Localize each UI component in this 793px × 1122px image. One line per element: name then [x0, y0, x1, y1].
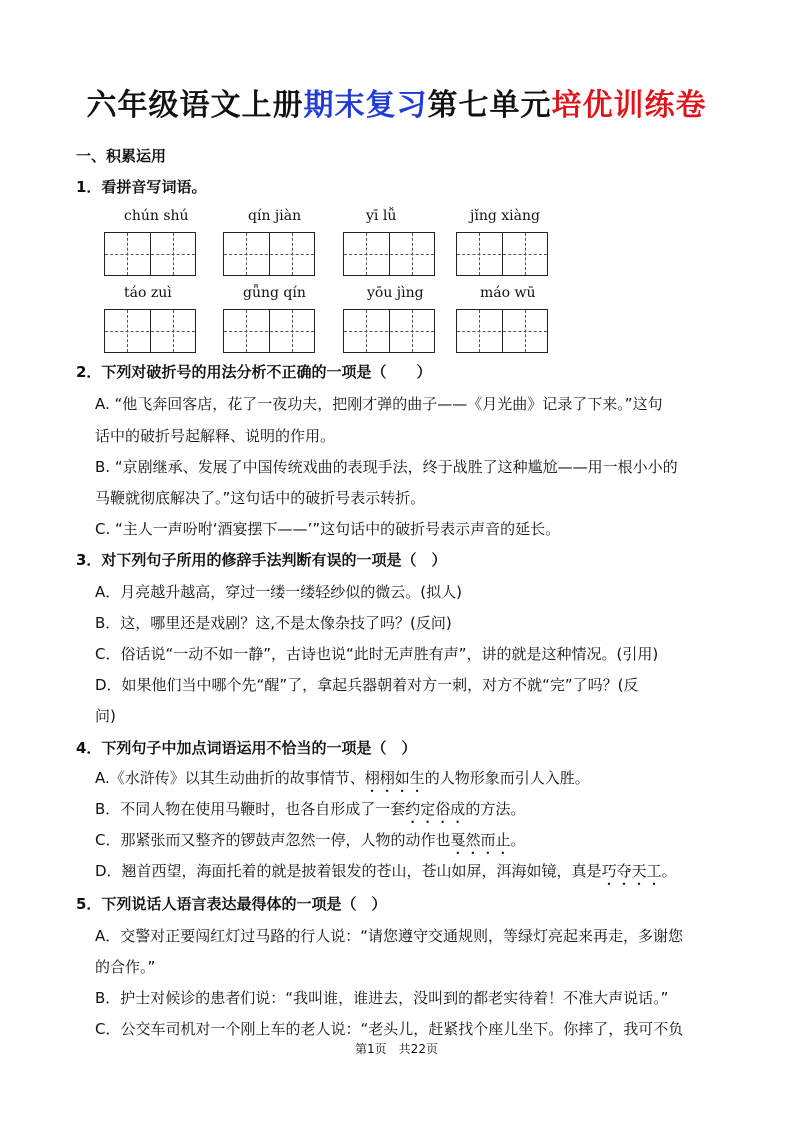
question-1-heading: 1．看拼音写词语。 — [76, 178, 207, 196]
question-3-option-d: D．如果他们当中哪个先“醒”了，拿起兵器朝着对方一刺，对方不就“完”了吗？(反 — [95, 676, 639, 694]
option-text: A.《水浒传》以其生动曲折的故事情节、 — [95, 769, 365, 787]
title-part-3: 第七单元 — [427, 88, 552, 123]
pinyin-1: chún shú — [124, 208, 189, 224]
question-3-option-d-cont: 问) — [95, 707, 116, 725]
question-5-heading: 5．下列说话人语言表达最得体的一项是（ ） — [76, 895, 387, 913]
question-2-option-a: A. “他飞奔回客店，花了一夜功夫，把刚才弹的曲子——《月光曲》记录了下来。”这句 — [95, 395, 663, 413]
question-4-option-b — [95, 798, 525, 827]
question-3-option-c: C．俗话说“一动不如一静”，古诗也说“此时无声胜有声”，讲的就是这种情况。(引用) — [95, 645, 659, 663]
pinyin-8: máo wū — [480, 285, 536, 301]
writing-grid-3[interactable] — [343, 232, 435, 276]
title-part-4: 培优训练卷 — [551, 88, 707, 123]
question-3-heading: 3．对下列句子所用的修辞手法判断有误的一项是（ ） — [76, 551, 447, 569]
dotted-phrase: 戛然而止 — [450, 831, 511, 849]
question-4-heading: 4．下列句子中加点词语运用不恰当的一项是（ ） — [76, 739, 417, 757]
option-text: D．翘首西望，海面托着的就是披着银发的苍山，苍山如屏，洱海如镜，真是 — [95, 862, 602, 880]
option-text: 。 — [510, 831, 526, 849]
pinyin-7: yōu jìng — [367, 285, 424, 301]
writing-grid-8[interactable] — [456, 309, 548, 353]
question-5-option-b: B．护士对候诊的患者们说：“我叫谁，谁进去，没叫到的都老实待着！不准大声说话。” — [95, 989, 669, 1007]
dotted-phrase: 巧夺天工 — [601, 862, 662, 880]
writing-grid-2[interactable] — [223, 232, 315, 276]
option-text: C．那紧张而又整齐的锣鼓声忽然一停，人物的动作也 — [95, 831, 451, 849]
question-4-option-a — [95, 767, 590, 796]
question-2-option-a-cont: 话中的破折号起解释、说明的作用。 — [95, 427, 336, 445]
writing-grid-4[interactable] — [456, 232, 548, 276]
pinyin-6: gǖng qín — [243, 285, 306, 301]
dotted-phrase: 栩栩如生 — [364, 769, 425, 787]
pinyin-5: táo zuì — [124, 285, 172, 301]
option-text: 的方法。 — [465, 800, 526, 818]
option-text: 。 — [661, 862, 677, 880]
pinyin-4: jǐng xiàng — [470, 208, 540, 224]
title-part-1: 六年级语文上册 — [86, 88, 304, 123]
question-5-option-a-cont: 的合作。” — [95, 958, 156, 976]
question-2-option-c: C. “主人一声吩咐‘酒宴摆下——’”这句话中的破折号表示声音的延长。 — [95, 520, 561, 538]
writing-grid-1[interactable] — [104, 232, 196, 276]
question-2-option-b: B. “京剧继承、发展了中国传统戏曲的表现手法，终于战胜了这种尴尬——用一根小小的 — [95, 458, 678, 476]
section-heading: 一、积累运用 — [76, 147, 167, 165]
dotted-phrase: 约定俗成 — [405, 800, 466, 818]
writing-grid-6[interactable] — [223, 309, 315, 353]
page-number: 第1页 共22页 — [355, 1042, 438, 1056]
page-title — [0, 86, 793, 126]
question-3-option-b: B．这，哪里还是戏剧？这,不是太像杂技了吗？(反问) — [95, 614, 452, 632]
title-part-2: 期末复习 — [303, 88, 428, 123]
pinyin-3: yī lǚ — [366, 208, 397, 224]
writing-grid-5[interactable] — [104, 309, 196, 353]
question-5-option-a: A．交警对正要闯红灯过马路的行人说：“请您遵守交通规则，等绿灯亮起来再走，多谢您 — [95, 927, 684, 945]
option-text: B．不同人物在使用马鞭时，也各自形成了一套 — [95, 800, 406, 818]
pinyin-2: qín jiàn — [248, 208, 302, 224]
question-4-option-c — [95, 829, 526, 858]
question-2-option-b-cont: 马鞭就彻底解决了。”这句话中的破折号表示转折。 — [95, 489, 426, 507]
question-3-option-a: A．月亮越升越高，穿过一缕一缕轻纱似的微云。(拟人) — [95, 583, 462, 601]
question-4-option-d — [95, 860, 677, 889]
option-text: 的人物形象而引人入胜。 — [424, 769, 590, 787]
question-2-heading: 2．下列对破折号的用法分析不正确的一项是（ ） — [76, 363, 432, 381]
question-5-option-c: C．公交车司机对一个刚上车的老人说：“老头儿，赶紧找个座儿坐下。你摔了，我可不负 — [95, 1020, 684, 1038]
writing-grid-7[interactable] — [343, 309, 435, 353]
